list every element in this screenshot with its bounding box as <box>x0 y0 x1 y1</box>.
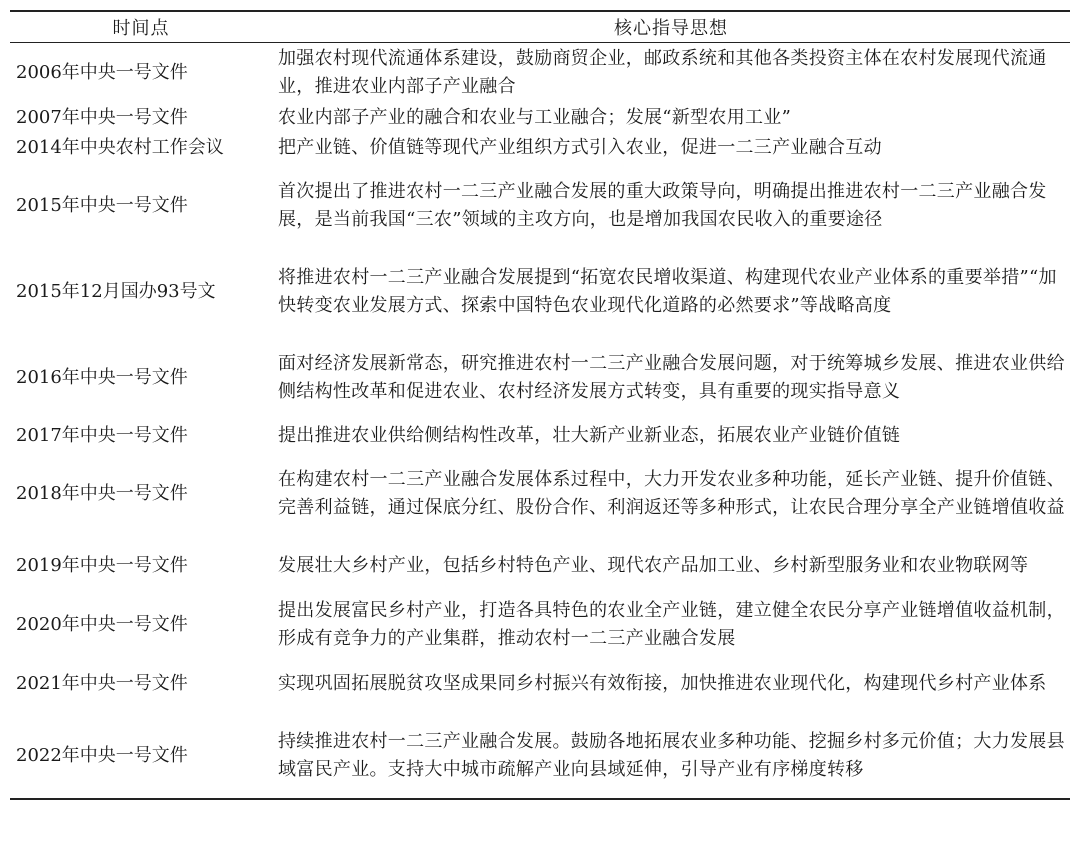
row-idea: 面对经济发展新常态，研究推进农村一二三产业融合发展问题，对于统筹城乡发展、推进农业供给侧结构性改革和促进农业、农村经济发展方式转变，具有重要的现实指导意义 <box>278 352 1065 402</box>
row-time: 2015年中央一号文件 <box>16 194 188 216</box>
row-idea: 加强农村现代流通体系建设，鼓励商贸企业，邮政系统和其他各类投资主体在农村发展现代流通业，推进农业内部子产业融合 <box>278 48 1047 98</box>
row-time: 2022年中央一号文件 <box>16 745 188 766</box>
row-idea: 把产业链、价值链等现代产业组织方式引入农业，促进一二三产业融合互动 <box>278 136 882 158</box>
table-row <box>10 420 1070 450</box>
header-time: 时间点 <box>112 18 170 39</box>
table-row <box>10 450 1070 536</box>
row-time: 2019年中央一号文件 <box>16 555 188 576</box>
table-header-row <box>10 11 1070 43</box>
row-idea: 首次提出了推进农村一二三产业融合发展的重大政策导向，明确提出推进农村一二三产业融合发展，是当前我国“三农”领域的主攻方向，也是增加我国农民收入的重要途径 <box>278 180 1047 230</box>
table-row <box>10 595 1070 654</box>
table-row <box>10 248 1070 334</box>
policy-table <box>10 10 1070 800</box>
row-idea: 在构建农村一二三产业融合发展体系过程中，大力开发农业多种功能，延长产业链、提升价值链、完善利益链，通过保底分红、股份合作、利润返还等多种形式，让农民合理分享全产业链增值收益 <box>278 468 1065 518</box>
row-time: 2007年中央一号文件 <box>16 106 188 128</box>
row-idea: 提出发展富民乡村产业，打造各具特色的农业全产业链，建立健全农民分享产业链增值收益机制，形成有竞争力的产业集群，推动农村一二三产业融合发展 <box>278 600 1065 649</box>
row-time: 2017年中央一号文件 <box>16 424 188 446</box>
row-time: 2006年中央一号文件 <box>16 62 188 84</box>
table-row <box>10 536 1070 595</box>
table-row <box>10 654 1070 713</box>
row-idea: 发展壮大乡村产业，包括乡村特色产业、现代农产品加工业、乡村新型服务业和农业物联网等 <box>278 555 1029 576</box>
policy-table-container <box>10 10 1070 800</box>
table-row <box>10 162 1070 248</box>
table-row <box>10 43 1070 102</box>
table-row <box>10 713 1070 799</box>
row-idea: 将推进农村一二三产业融合发展提到“拓宽农民增收渠道、构建现代农业产业体系的重要举措”“加快转变农业发展方式、探索中国特色农业现代化道路的必然要求”等战略高度 <box>278 266 1057 316</box>
table-row <box>10 132 1070 162</box>
row-time: 2021年中央一号文件 <box>16 673 188 694</box>
header-idea: 核心指导思想 <box>614 18 728 39</box>
row-time: 2018年中央一号文件 <box>16 482 188 504</box>
row-idea: 持续推进农村一二三产业融合发展。鼓励各地拓展农业多种功能、挖掘乡村多元价值；大力发展县域富民产业。支持大中城市疏解产业向县域延伸，引导产业有序梯度转移 <box>278 731 1065 780</box>
row-idea: 提出推进农业供给侧结构性改革，壮大新产业新业态，拓展农业产业链价值链 <box>278 424 901 446</box>
table-row <box>10 334 1070 420</box>
table-row <box>10 102 1070 132</box>
row-time: 2014年中央农村工作会议 <box>16 136 224 158</box>
row-idea: 实现巩固拓展脱贫攻坚成果同乡村振兴有效衔接，加快推进农业现代化，构建现代乡村产业体系 <box>278 673 1047 694</box>
row-time: 2020年中央一号文件 <box>16 614 188 635</box>
row-idea: 农业内部子产业的融合和农业与工业融合；发展“新型农用工业” <box>278 106 792 128</box>
row-time: 2016年中央一号文件 <box>16 366 188 388</box>
row-time: 2015年12月国办93号文 <box>16 280 216 302</box>
